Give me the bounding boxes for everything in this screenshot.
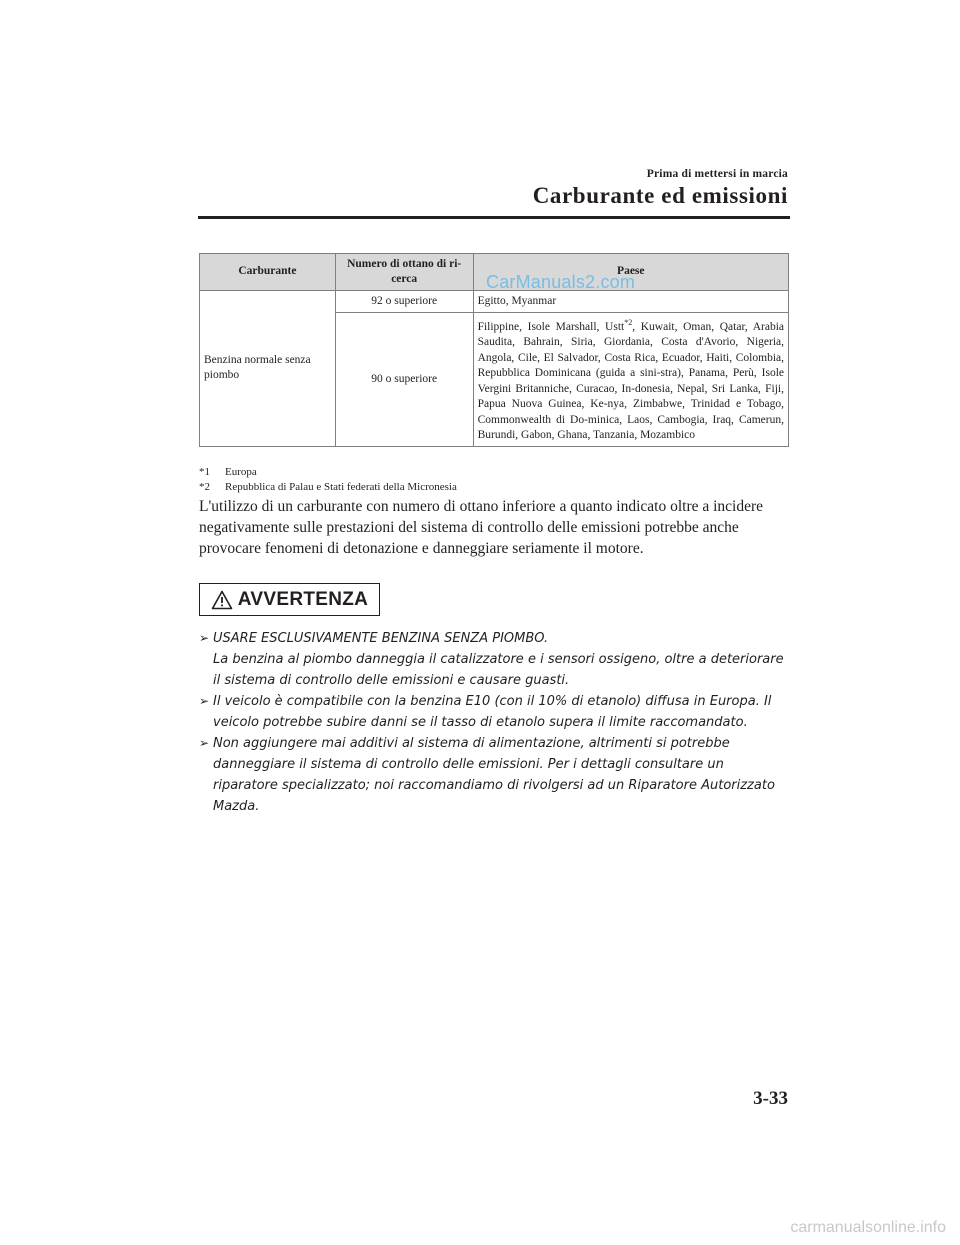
country-cell: Egitto, Myanmar [473, 291, 788, 313]
footnote-mark: *2 [199, 481, 210, 493]
warning-item-title: USARE ESCLUSIVAMENTE BENZINA SENZA PIOMBO. [213, 631, 549, 646]
footnote-ref: *2 [624, 318, 633, 327]
warning-box [199, 583, 380, 616]
footnote-text: Repubblica di Palau e Stati federati della Micronesia [225, 481, 457, 493]
site-watermark[interactable]: carmanualsonline.info [790, 1219, 946, 1236]
warning-item [199, 691, 791, 733]
footnote [199, 466, 257, 478]
fuel-cell: Benzina normale senza piombo [200, 291, 336, 447]
section-label: Prima di mettersi in marcia [646, 168, 788, 180]
header-rule [198, 216, 790, 219]
warning-item [199, 733, 791, 817]
warning-label: AVVERTENZA [237, 588, 369, 610]
page-number: 3-33 [753, 1088, 788, 1109]
country-list-part: Filippine, Isole Marshall, Ustt [477, 320, 625, 333]
warning-item-text: La benzina al piombo danneggia il catalizzatore e i sensori ossigeno, oltre a deteriorare il sistema di controllo delle emissioni e causare guasti. [213, 652, 784, 688]
header-country: Paese [473, 254, 788, 291]
octane-cell: 90 o superiore [335, 313, 473, 447]
footnote-text: Europa [225, 466, 257, 478]
footnote [199, 481, 457, 493]
footnote-mark: *1 [199, 466, 210, 478]
country-cell [473, 313, 788, 447]
header-fuel: Carburante [200, 254, 336, 291]
arrow-bullet-icon: ➢ [199, 736, 210, 750]
table-row [200, 291, 789, 313]
octane-cell: 92 o superiore [335, 291, 473, 313]
warning-item-text: Il veicolo è compatibile con la benzina E10 (con il 10% di etanolo) diffusa in Europa. Il veicolo potrebbe subire danni se il tasso di etanolo supera il limite raccomandato. [213, 694, 772, 730]
watermark: CarManuals2.com [486, 272, 636, 292]
page-title: Carburante ed emissioni [532, 183, 788, 208]
warning-triangle-icon [211, 590, 233, 610]
warning-list [199, 628, 791, 817]
arrow-bullet-icon: ➢ [199, 631, 210, 645]
warning-item [199, 628, 791, 691]
body-paragraph: L'utilizzo di un carburante con numero di ottano inferiore a quanto indicato oltre a incidere negativamente sulle prestazioni del sistema di controllo delle emissioni potrebbe anche provocare fenomeni di detonazione e danneggiare seriamente il motore. [199, 498, 764, 557]
country-list-part: , Kuwait, Oman, Qatar, Arabia Saudita, Bahrain, Siria, Giordania, Costa d'Avorio, Nigeria, Angola, Cile, El Salvador, Costa Rica, Ecuador, Haiti, Colombia, Repubblica Dominicana (guida a sini-stra), Panama, Perù, Isole Vergini Britanniche, Curacao, In-donesia, Nepal, Sri Lanka, Fiji, Papua Nuova Guinea, Ke-nya, Zimbabwe, Trinidad e Tobago, Commonwealth di Do-minica, Laos, Cambogia, Iraq, Camerun, Burundi, Gabon, Ghana, Tanzania, Mozambico [477, 320, 784, 442]
warning-item-text: Non aggiungere mai additivi al sistema di alimentazione, altrimenti si potrebbe danneggiare il sistema di controllo delle emissioni. Per i dettagli consultare un riparatore specializzato; noi raccomandiamo di rivolgersi ad un Riparatore Autorizzato Mazda. [213, 736, 775, 814]
header-octane: Numero di ottano di ri-cerca [335, 254, 473, 291]
arrow-bullet-icon: ➢ [199, 694, 210, 708]
